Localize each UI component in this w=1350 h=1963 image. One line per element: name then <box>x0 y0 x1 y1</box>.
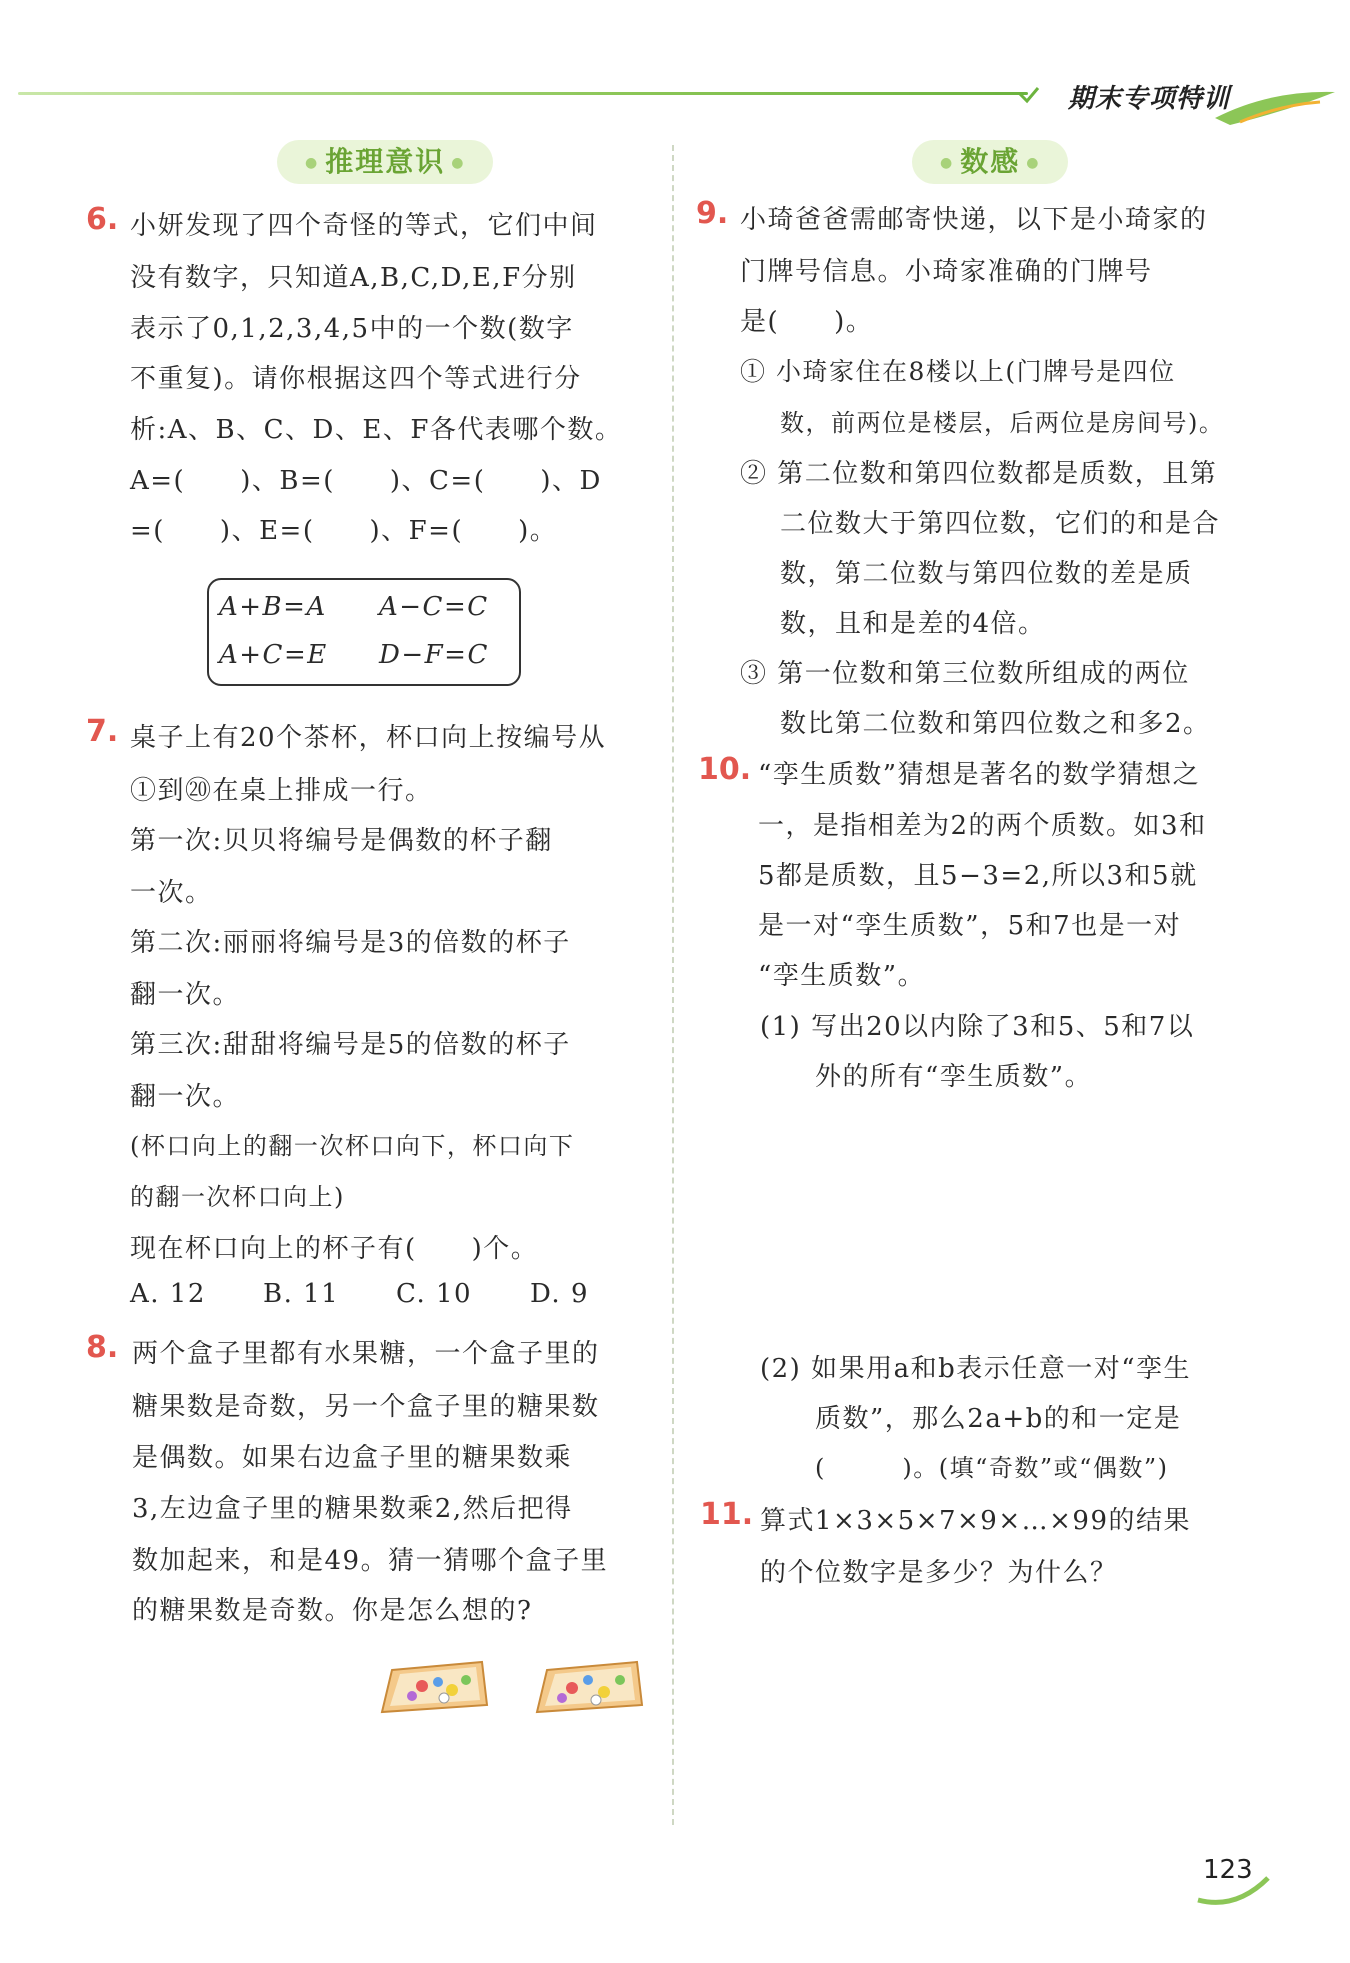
checkmark-icon <box>1018 86 1040 104</box>
sub-question-line: 外的所有“孪生质数”。 <box>815 1062 1093 1092</box>
clue-line: ① 小琦家住在8楼以上(门牌号是四位 <box>740 357 1176 386</box>
clue-line: 数比第二位数和第四位数之和多2。 <box>780 709 1211 739</box>
dot-icon: ● <box>1026 155 1041 171</box>
leaf-swoosh-icon <box>1210 80 1340 130</box>
option-c: C. 10 <box>396 1279 473 1309</box>
question-number: 7. <box>86 714 119 749</box>
clue-line: 二位数大于第四位数，它们的和是合 <box>780 509 1221 539</box>
option-a: A. 12 <box>130 1279 206 1309</box>
text-line: 第二次:丽丽将编号是3的倍数的杯子 <box>130 928 571 958</box>
text-line: (杯口向上的翻一次杯口向下，杯口向下 <box>130 1132 575 1160</box>
option-b: B. 11 <box>263 1279 340 1309</box>
answer-blanks-line: =( )、E=( )、F=( )。 <box>130 516 558 546</box>
section-label: 数感 <box>960 145 1021 178</box>
question-number: 8. <box>86 1330 119 1365</box>
option-d: D. 9 <box>530 1279 589 1309</box>
dot-icon: ● <box>940 155 955 171</box>
text-line: 没有数字，只知道A,B,C,D,E,F分别 <box>130 263 577 293</box>
text-line: 的翻一次杯口向上) <box>130 1183 345 1211</box>
equation-box <box>207 578 521 686</box>
text-line: 3,左边盒子里的糖果数乘2,然后把得 <box>132 1494 573 1524</box>
text-line: 的个位数字是多少？为什么？ <box>760 1558 1118 1588</box>
clue-line: 数，且和是差的4倍。 <box>780 609 1046 639</box>
text-line: 翻一次。 <box>130 980 241 1010</box>
answer-blanks-line: A=( )、B=( )、C=( )、D <box>130 466 602 496</box>
text-line: 一次。 <box>130 878 213 908</box>
text-line: 是一对“孪生质数”，5和7也是一对 <box>758 911 1182 941</box>
question-number: 11. <box>700 1497 754 1532</box>
text-line: 不重复)。请你根据这四个等式进行分 <box>130 364 582 394</box>
text-line: 小琦爸爸需邮寄快递，以下是小琦家的 <box>740 205 1208 235</box>
sub-question-line: (1) 写出20以内除了3和5、5和7以 <box>760 1012 1195 1042</box>
text-line: ①到⑳在桌上排成一行。 <box>130 776 433 806</box>
text-line: 算式1×3×5×7×9×…×99的结果 <box>760 1506 1192 1536</box>
text-line: 是( )。 <box>740 307 874 337</box>
right-box <box>537 1662 642 1712</box>
clue-line: 数，前两位是楼层，后两位是房间号)。 <box>780 409 1225 437</box>
clue-line: 数，第二位数与第四位数的差是质 <box>780 559 1193 589</box>
section-label: 推理意识 <box>325 145 446 178</box>
column-divider <box>672 145 674 1825</box>
header-rule <box>18 92 1028 95</box>
text-line: 两个盒子里都有水果糖，一个盒子里的 <box>132 1339 600 1369</box>
sub-question-line: (2) 如果用a和b表示任意一对“孪生 <box>760 1354 1192 1384</box>
dot-icon: ● <box>451 155 466 171</box>
question-number: 9. <box>696 196 729 231</box>
text-line: 小妍发现了四个奇怪的等式，它们中间 <box>130 211 598 241</box>
equation: A+C=E <box>219 640 328 670</box>
text-line: 门牌号信息。小琦家准确的门牌号 <box>740 257 1153 287</box>
dot-icon: ● <box>305 155 320 171</box>
text-line: 现在杯口向上的杯子有( )个。 <box>130 1234 539 1264</box>
candy-boxes-illustration <box>372 1650 652 1730</box>
text-line: 第一次:贝贝将编号是偶数的杯子翻 <box>130 826 553 856</box>
question-number: 10. <box>698 752 752 787</box>
text-line: 的糖果数是奇数。你是怎么想的? <box>132 1596 533 1626</box>
text-line: 第三次:甜甜将编号是5的倍数的杯子 <box>130 1030 571 1060</box>
text-line: 数加起来，和是49。猜一猜哪个盒子里 <box>132 1546 609 1576</box>
text-line: 是偶数。如果右边盒子里的糖果数乘 <box>132 1443 573 1473</box>
page-number: 123 <box>1203 1855 1253 1885</box>
text-line: 表示了0,1,2,3,4,5中的一个数(数字 <box>130 314 574 344</box>
clue-line: ② 第二位数和第四位数都是质数，且第 <box>740 459 1218 489</box>
left-box <box>382 1662 487 1712</box>
header-title: 期末专项特训 <box>1068 84 1231 114</box>
clue-line: ③ 第一位数和第三位数所组成的两位 <box>740 659 1190 689</box>
text-line: “孪生质数”猜想是著名的数学猜想之 <box>758 760 1201 790</box>
equation: A+B=A <box>219 592 327 622</box>
equation: A−C=C <box>379 592 489 622</box>
section-tag-number-sense <box>912 140 1068 184</box>
text-line: 糖果数是奇数，另一个盒子里的糖果数 <box>132 1392 600 1422</box>
text-line: 翻一次。 <box>130 1082 241 1112</box>
sub-question-line: 质数”，那么2a+b的和一定是 <box>815 1404 1182 1434</box>
question-number: 6. <box>86 202 119 237</box>
text-line: 5都是质数，且5−3=2,所以3和5就 <box>758 861 1198 891</box>
text-line: “孪生质数”。 <box>758 961 926 991</box>
sub-question-line: ( )。(填“奇数”或“偶数”) <box>815 1454 1169 1482</box>
text-line: 析:A、B、C、D、E、F各代表哪个数。 <box>130 415 623 445</box>
text-line: 一，是指相差为2的两个质数。如3和 <box>758 811 1207 841</box>
section-tag-reasoning <box>277 140 493 184</box>
text-line: 桌子上有20个茶杯，杯口向上按编号从 <box>130 723 607 753</box>
equation: D−F=C <box>379 640 489 670</box>
